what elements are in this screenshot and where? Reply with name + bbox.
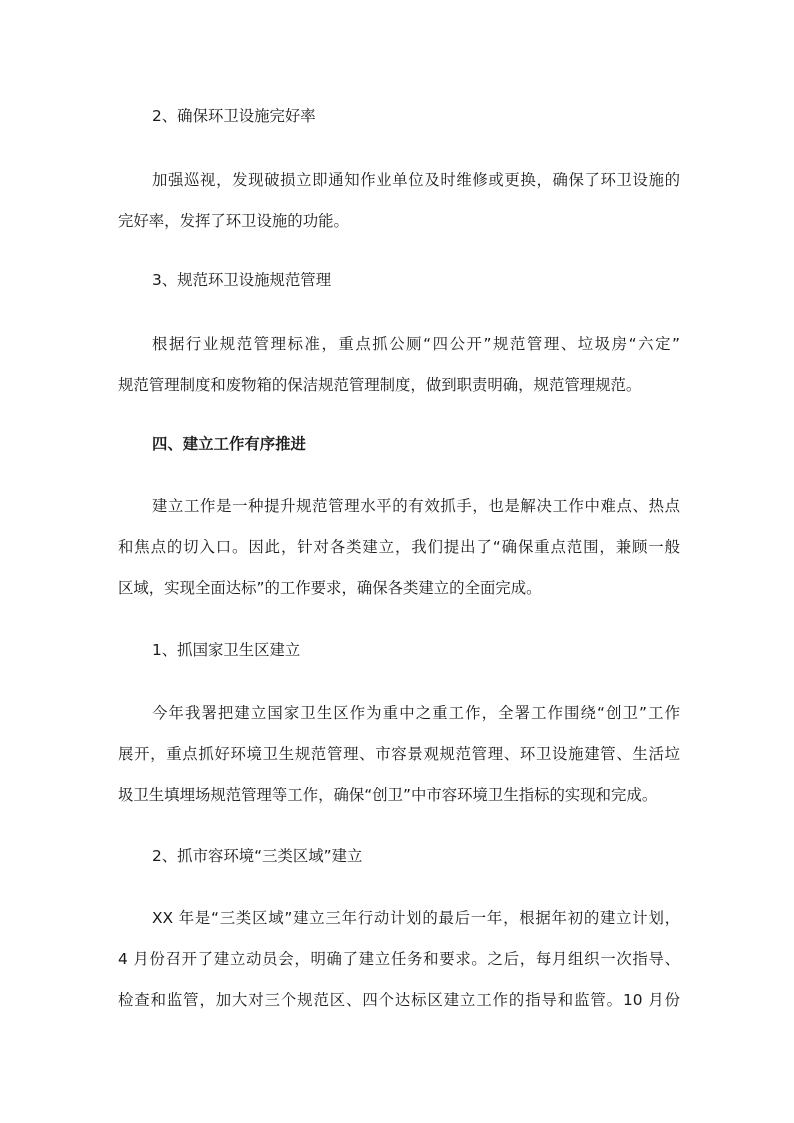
paragraph-line: 完好率，发挥了环卫设施的功能。 [118, 212, 349, 230]
paragraph-management-standards [118, 324, 680, 406]
section-heading-2 [118, 96, 680, 137]
heading-text: 四、建立工作有序推进 [152, 435, 306, 453]
paragraph-line: 展开，重点抓好环境卫生规范管理、市容景观规范管理、环卫设施建管、生活垃 [118, 745, 680, 763]
paragraph-line: 加强巡视，发现破损立即通知作业单位及时维修或更换，确保了环卫设施的 [152, 171, 680, 189]
heading-text: 2、抓市容环境“三类区域”建立 [152, 847, 363, 865]
paragraph-line: 4 月份召开了建立动员会，明确了建立任务和要求。之后，每月组织一次指导、 [118, 950, 680, 968]
paragraph-line: 和焦点的切入口。因此，针对各类建立，我们提出了“确保重点范围，兼顾一般 [118, 538, 680, 556]
section-heading-4 [118, 424, 680, 465]
paragraph-work-progress [118, 486, 680, 609]
paragraph-line: 区域，实现全面达标”的工作要求，确保各类建立的全面完成。 [118, 579, 542, 597]
paragraph-line: 检查和监管，加大对三个规范区、四个达标区建立工作的指导和监管。10 月份 [118, 991, 680, 1009]
paragraph-line: 根据行业规范管理标准，重点抓公厕“四公开”规范管理、垃圾房“六定” [152, 335, 680, 353]
paragraph-line: 圾卫生填埋场规范管理等工作，确保“创卫”中市容环境卫生指标的实现和完成。 [118, 786, 658, 804]
section-heading-3 [118, 260, 680, 301]
paragraph-national-health-zone [118, 693, 680, 816]
paragraph-line: XX 年是“三类区域”建立三年行动计划的最后一年，根据年初的建立计划， [152, 909, 680, 927]
heading-text: 1、抓国家卫生区建立 [152, 641, 301, 659]
paragraph-facility-inspection [118, 160, 680, 242]
paragraph-line: 规范管理制度和废物箱的保洁规范管理制度，做到职责明确，规范管理规范。 [118, 376, 642, 394]
paragraph-line: 今年我署把建立国家卫生区作为重中之重工作，全署工作围绕“创卫”工作 [152, 704, 680, 722]
heading-text: 3、规范环卫设施规范管理 [152, 271, 332, 289]
section-heading-6 [118, 836, 680, 877]
paragraph-line: 建立工作是一种提升规范管理水平的有效抓手，也是解决工作中难点、热点 [152, 497, 680, 515]
heading-text: 2、确保环卫设施完好率 [152, 107, 316, 125]
paragraph-three-zones [118, 898, 680, 1021]
section-heading-5 [118, 630, 680, 671]
